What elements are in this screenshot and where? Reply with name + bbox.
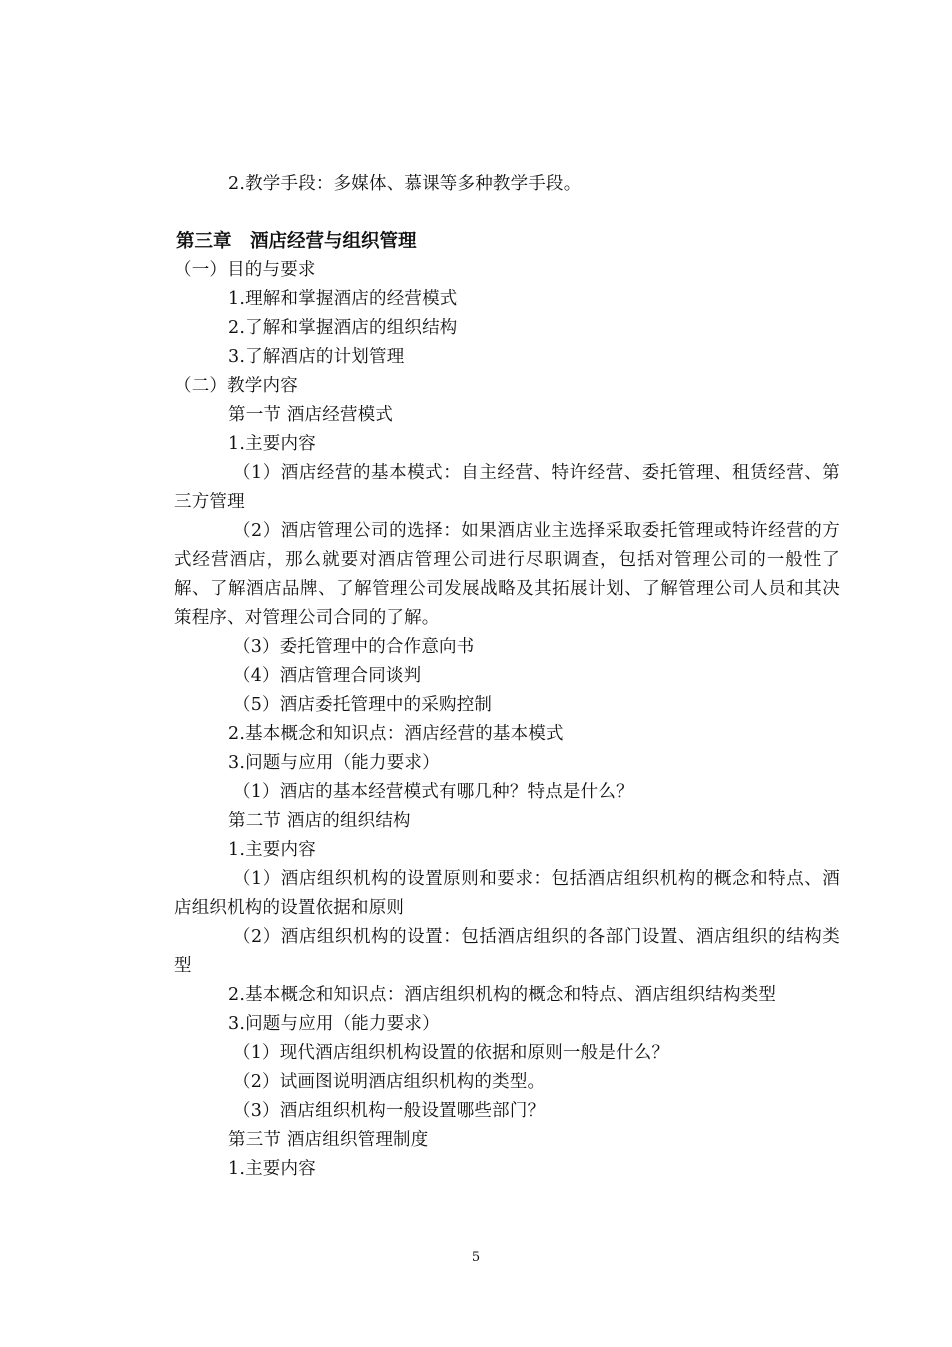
question-2-1: （1）现代酒店组织机构设置的依据和原则一般是什么？: [233, 1043, 670, 1063]
concepts-line-2: 2.基本概念和知识点：酒店组织机构的概念和特点、酒店组织结构类型: [228, 985, 777, 1005]
subsection-title-3: 第三节 酒店组织管理制度: [228, 1130, 429, 1150]
chapter-title: 第三章 酒店经营与组织管理: [176, 231, 417, 252]
subsection-title-2: 第二节 酒店的组织结构: [228, 811, 411, 831]
section-heading-goals: （一）目的与要求: [174, 260, 316, 280]
teaching-methods-line: 2.教学手段：多媒体、慕课等多种教学手段。: [228, 174, 582, 194]
list-item-procurement: （5）酒店委托管理中的采购控制: [233, 695, 493, 715]
goal-item-1: 1.理解和掌握酒店的经营模式: [228, 289, 458, 309]
page-number: 5: [471, 1250, 481, 1265]
list-item-contract: （4）酒店管理合同谈判: [233, 666, 422, 686]
section-heading-content: （二）教学内容: [174, 376, 298, 396]
subsection-title-1: 第一节 酒店经营模式: [228, 405, 394, 425]
paragraph-org-principles: （1）酒店组织机构的设置原则和要求：包括酒店组织机构的概念和特点、酒店组织机构的设置依据和原则: [174, 869, 840, 918]
main-content-label-3: 1.主要内容: [228, 1159, 316, 1179]
list-item-intent-letter: （3）委托管理中的合作意向书: [233, 637, 475, 657]
paragraph-org-setup: （2）酒店组织机构的设置：包括酒店组织的各部门设置、酒店组织的结构类型: [174, 927, 840, 976]
questions-label-1: 3.问题与应用（能力要求）: [228, 753, 440, 773]
goal-item-3: 3.了解酒店的计划管理: [228, 347, 405, 367]
question-2-3: （3）酒店组织机构一般设置哪些部门？: [233, 1101, 546, 1121]
question-2-2: （2）试画图说明酒店组织机构的类型。: [233, 1072, 546, 1092]
main-content-label-1: 1.主要内容: [228, 434, 316, 454]
question-1-1: （1）酒店的基本经营模式有哪几种？特点是什么？: [233, 782, 634, 802]
paragraph-business-models: （1）酒店经营的基本模式：自主经营、特许经营、委托管理、租赁经营、第三方管理: [174, 463, 840, 512]
questions-label-2: 3.问题与应用（能力要求）: [228, 1014, 440, 1034]
main-content-label-2: 1.主要内容: [228, 840, 316, 860]
goal-item-2: 2.了解和掌握酒店的组织结构: [228, 318, 458, 338]
paragraph-management-company: （2）酒店管理公司的选择：如果酒店业主选择采取委托管理或特许经营的方式经营酒店，那么就要对酒店管理公司进行尽职调查，包括对管理公司的一般性了解、了解酒店品牌、了解管理公司发展战略及其拓展计划、了解管理公司人员和其决策程序、对管理公司合同的了解。: [174, 521, 840, 628]
concepts-line-1: 2.基本概念和知识点：酒店经营的基本模式: [228, 724, 564, 744]
